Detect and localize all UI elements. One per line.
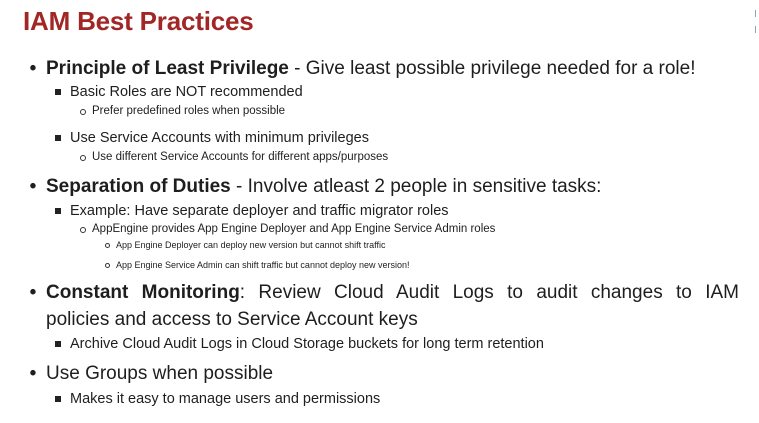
circle-bullet <box>80 109 86 115</box>
bullet-dot: • <box>29 176 37 197</box>
sub-text: Use Service Accounts with minimum privileges <box>70 130 369 146</box>
bullet-text: policies and access to Service Account keys <box>46 309 418 330</box>
edge-marks <box>755 10 757 42</box>
bullet-dot: • <box>29 58 37 79</box>
slide-title: IAM Best Practices <box>23 6 254 36</box>
square-bullet <box>55 396 61 402</box>
detail-text: App Engine Service Admin can shift traffic but cannot deploy new version! <box>116 260 410 270</box>
detail-text: App Engine Deployer can deploy new version but cannot shift traffic <box>116 240 386 250</box>
square-bullet <box>55 341 61 347</box>
bullet-dot: • <box>29 363 37 384</box>
circle-bullet <box>80 227 86 233</box>
bullet-heading: Constant Monitoring <box>46 282 240 303</box>
bullet-text: - Involve atleast 2 people in sensitive tasks: <box>230 176 602 197</box>
sub-text: Example: Have separate deployer and traffic migrator roles <box>70 203 449 219</box>
square-bullet <box>55 208 61 214</box>
square-bullet <box>55 89 61 95</box>
bullet-text: - Give least possible privilege needed for a role! <box>288 58 696 79</box>
circle-bullet <box>105 243 110 248</box>
circle-bullet <box>105 263 110 268</box>
sub-text: Basic Roles are NOT recommended <box>70 84 303 100</box>
bullet-heading: Separation of Duties <box>46 176 231 197</box>
bullet-dot: • <box>29 282 37 303</box>
subsub-text: Prefer predefined roles when possible <box>92 105 286 117</box>
circle-bullet <box>80 155 86 161</box>
subsub-text: AppEngine provides App Engine Deployer and App Engine Service Admin roles <box>92 223 496 235</box>
bullet-text: Use Groups when possible <box>46 363 274 384</box>
sub-text: Makes it easy to manage users and permissions <box>70 391 381 407</box>
subsub-text: Use different Service Accounts for different apps/purposes <box>92 151 389 163</box>
bullet-heading: Principle of Least Privilege <box>46 58 289 79</box>
sub-text: Archive Cloud Audit Logs in Cloud Storage buckets for long term retention <box>70 336 544 352</box>
bullet-text: : Review Cloud Audit Logs to audit changes to IAM <box>239 282 739 303</box>
square-bullet <box>55 135 61 141</box>
